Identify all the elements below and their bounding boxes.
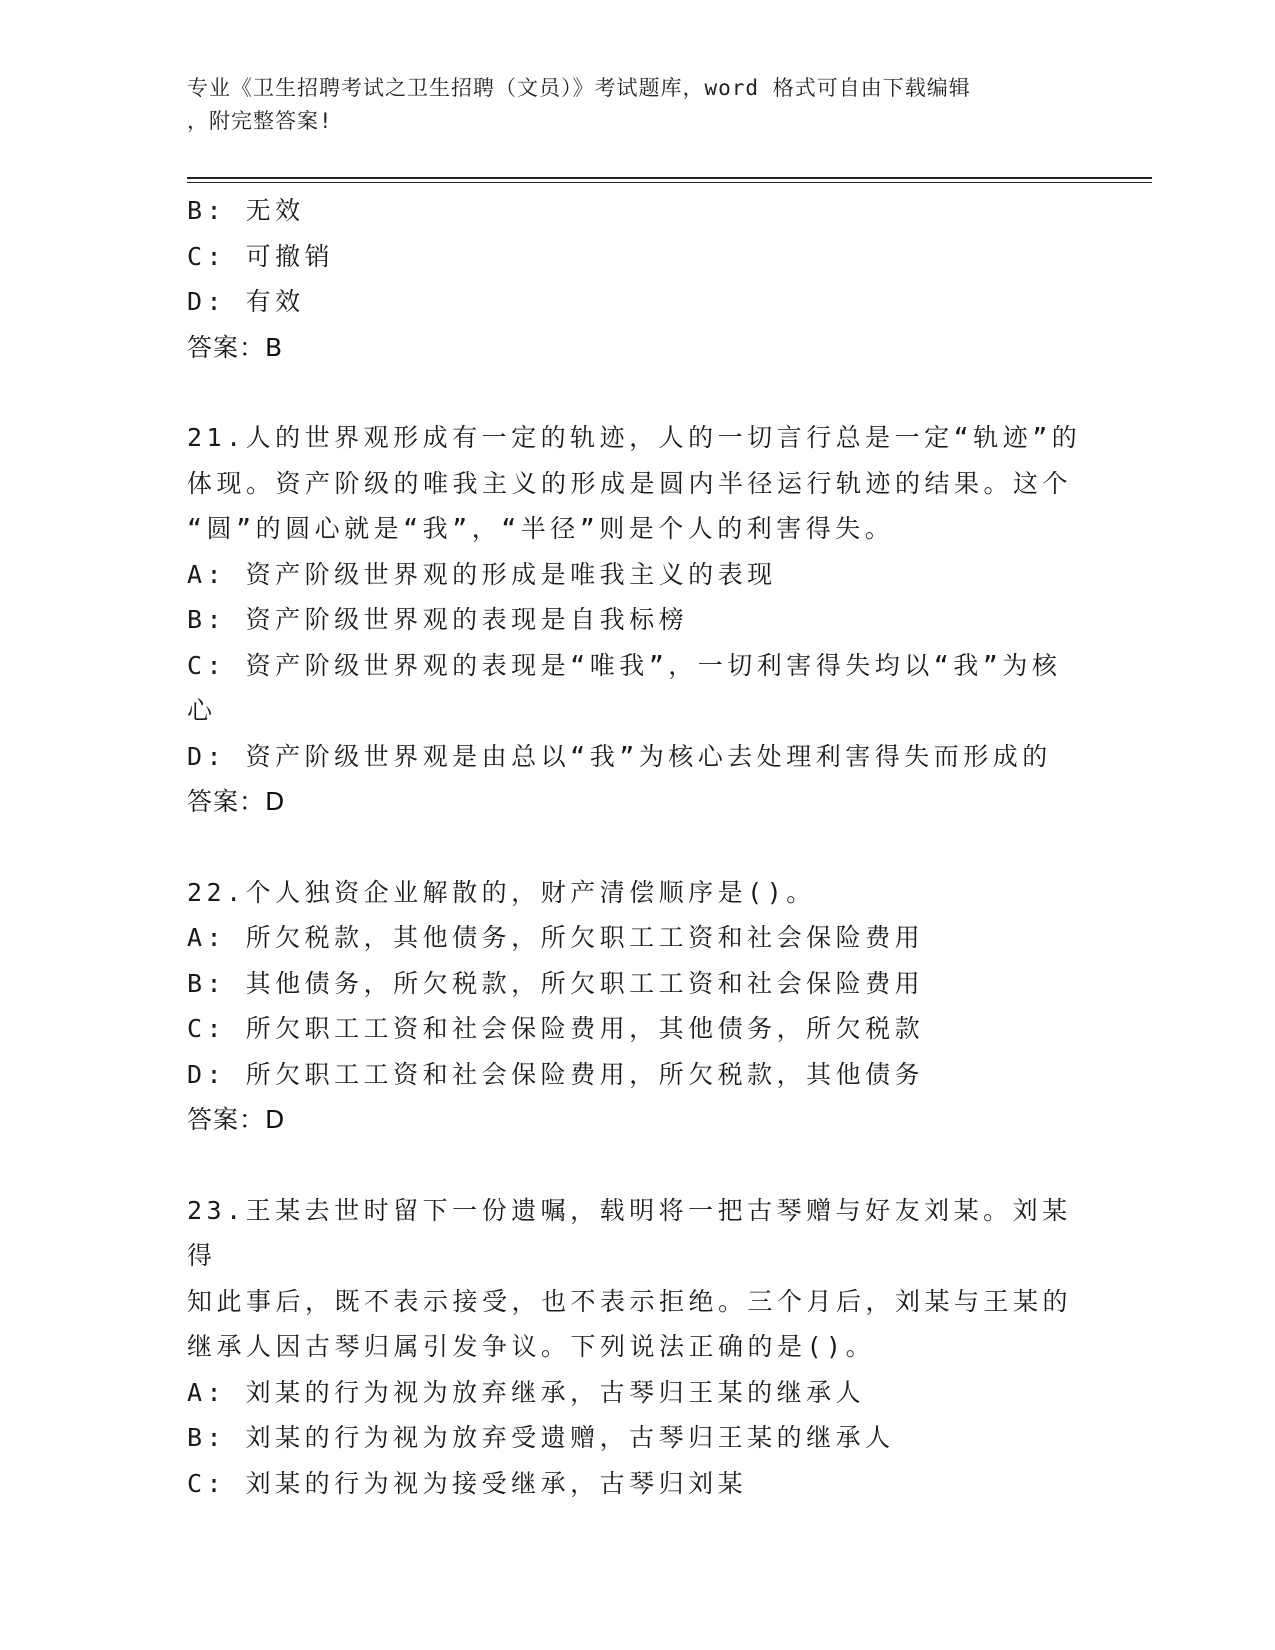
question-text-line: 体现。资产阶级的唯我主义的形成是圆内半径运行轨迹的结果。这个	[187, 468, 1073, 498]
previous-question-block	[187, 188, 1087, 370]
option-c: C: 可撤销	[187, 241, 335, 271]
question-21	[187, 415, 1087, 825]
option-b: B: 无效	[187, 196, 305, 225]
option-d: D: 所欠职工工资和社会保险费用，所欠税款，其他债务	[187, 1059, 925, 1089]
question-content	[187, 188, 1087, 1506]
option-a: A: 资产阶级世界观的形成是唯我主义的表现	[187, 559, 777, 589]
answer-line: 答案：B	[187, 332, 284, 362]
question-22	[187, 870, 1087, 1143]
option-b: B: 资产阶级世界观的表现是自我标榜	[187, 605, 689, 634]
option-d: D: 资产阶级世界观是由总以“我”为核心去处理利害得失而形成的	[187, 741, 1052, 771]
question-text-line: 继承人因古琴归属引发争议。下列说法正确的是()。	[187, 1332, 876, 1361]
header-line-2: ，附完整答案!	[187, 109, 333, 133]
question-text-line: 知此事后，既不表示接受，也不表示拒绝。三个月后，刘某与王某的	[187, 1286, 1073, 1316]
option-c: C: 资产阶级世界观的表现是“唯我”，一切利害得失均以“我”为核	[187, 650, 1062, 680]
question-text-line: 21.人的世界观形成有一定的轨迹，人的一切言行总是一定“轨迹”的	[187, 423, 1082, 452]
option-a: A: 刘某的行为视为放弃继承，古琴归王某的继承人	[187, 1377, 866, 1407]
header-rule-thick	[187, 177, 1152, 179]
question-23	[187, 1188, 1087, 1507]
option-b: B: 刘某的行为视为放弃受遗赠，古琴归王某的继承人	[187, 1423, 895, 1452]
question-text-line: “圆”的圆心就是“我”，“半径”则是个人的利害得失。	[187, 514, 895, 543]
question-text-line: 22.个人独资企业解散的，财产清偿顺序是()。	[187, 877, 816, 907]
option-d: D: 有效	[187, 287, 305, 316]
question-text-line: 23.王某去世时留下一份遗嘱，载明将一把古琴赠与好友刘某。刘某得	[187, 1195, 1072, 1270]
answer-line: 答案：D	[187, 1105, 286, 1134]
header-line-1: 专业《卫生招聘考试之卫生招聘（文员）》考试题库，word 格式可自由下载编辑	[187, 76, 971, 100]
option-c: C: 刘某的行为视为接受继承，古琴归刘某	[187, 1468, 748, 1498]
page-header	[187, 72, 1067, 138]
option-c-continued: 心	[187, 696, 217, 725]
header-rule-thin	[187, 182, 1152, 183]
option-c: C: 所欠职工工资和社会保险费用，其他债务，所欠税款	[187, 1014, 925, 1043]
option-b: B: 其他债务，所欠税款，所欠职工工资和社会保险费用	[187, 968, 925, 998]
option-a: A: 所欠税款，其他债务，所欠职工工资和社会保险费用	[187, 923, 925, 952]
answer-line: 答案：D	[187, 787, 286, 816]
